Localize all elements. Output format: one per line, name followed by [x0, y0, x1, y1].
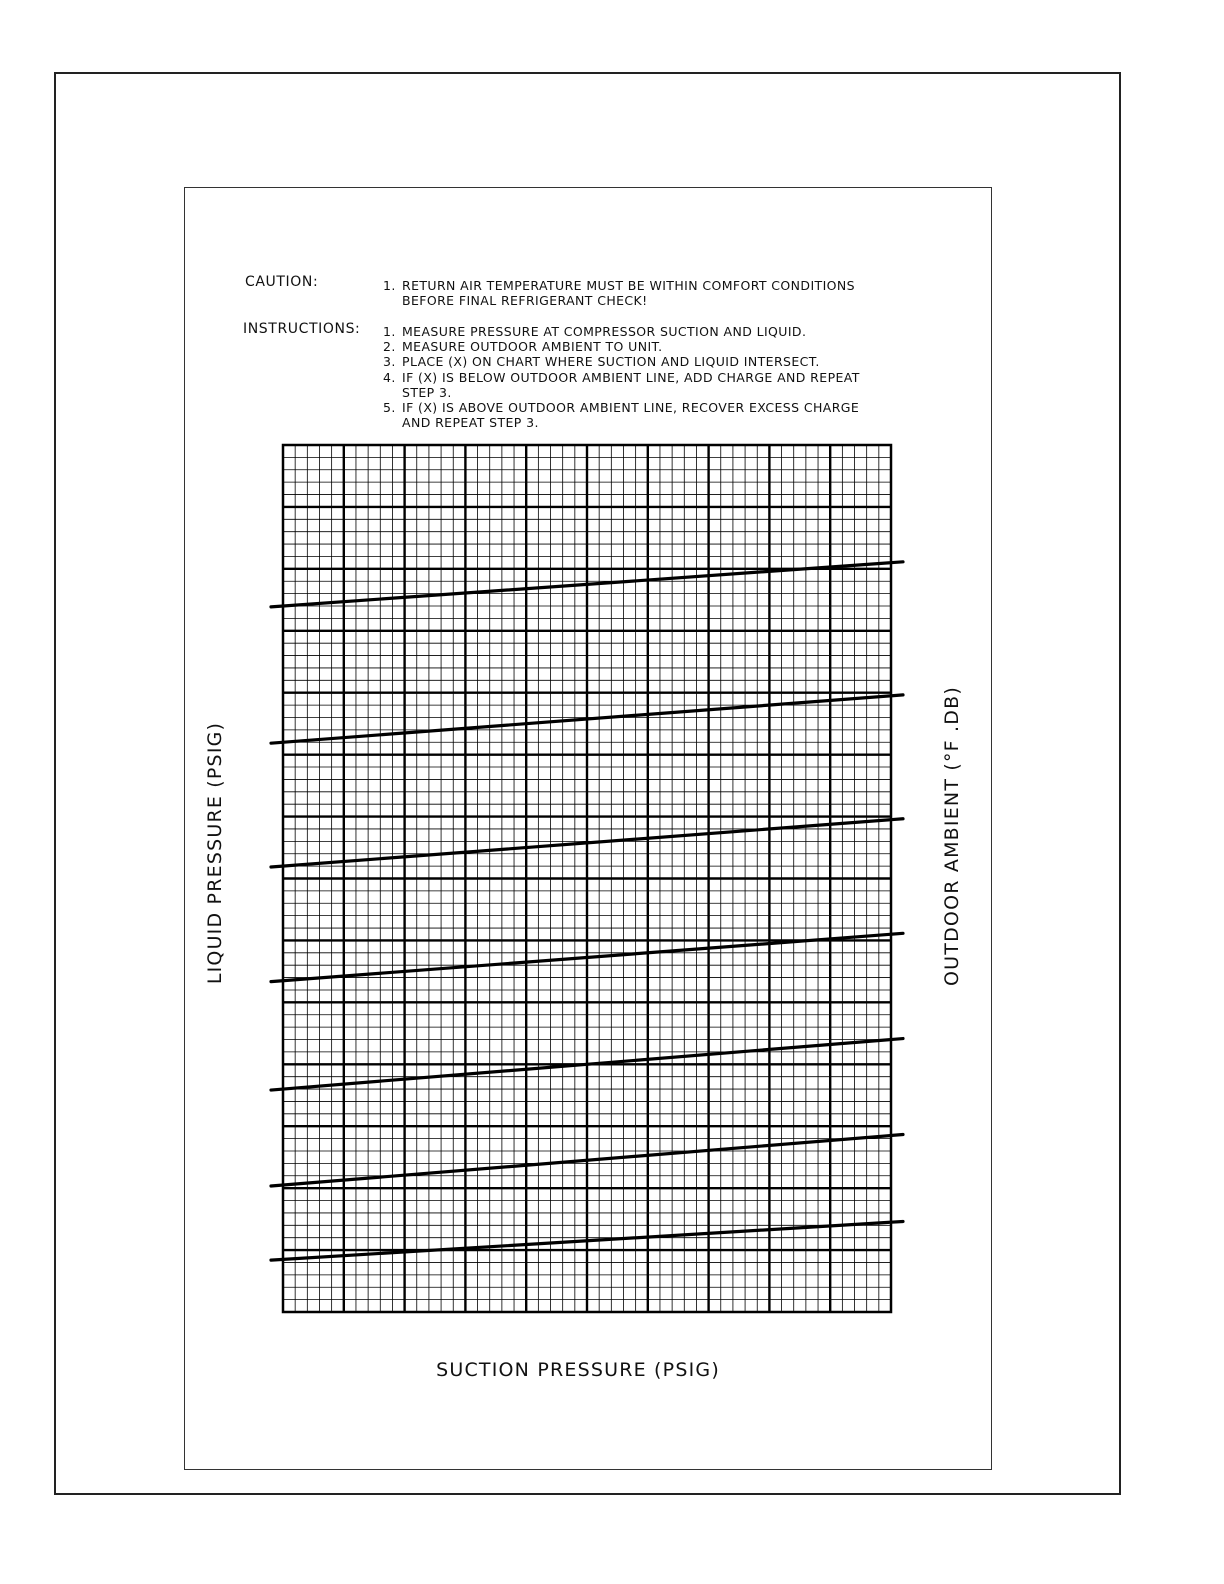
instructions-label: INSTRUCTIONS:	[243, 321, 361, 337]
instruction-3-line-1: PLACE (X) ON CHART WHERE SUCTION AND LIQUID INTERSECT.	[402, 354, 820, 369]
instruction-5-num: 5.	[383, 400, 396, 415]
caution-label: CAUTION:	[245, 274, 319, 290]
x-axis-label: SUCTION PRESSURE (PSIG)	[436, 1359, 720, 1381]
instruction-1-line-1: MEASURE PRESSURE AT COMPRESSOR SUCTION AND LIQUID.	[402, 324, 807, 339]
instruction-3-num: 3.	[383, 354, 396, 369]
y-axis-label: LIQUID PRESSURE (PSIG)	[204, 721, 226, 985]
instruction-4-line-2: STEP 3.	[402, 385, 452, 400]
instruction-5-line-1: IF (X) IS ABOVE OUTDOOR AMBIENT LINE, RECOVER EXCESS CHARGE	[402, 400, 860, 415]
instruction-1-num: 1.	[383, 324, 396, 339]
instruction-2-line-1: MEASURE OUTDOOR AMBIENT TO UNIT.	[402, 339, 663, 354]
instruction-2-num: 2.	[383, 339, 396, 354]
instruction-4-line-1: IF (X) IS BELOW OUTDOOR AMBIENT LINE, ADD CHARGE AND REPEAT	[402, 370, 860, 385]
instruction-5-line-2: AND REPEAT STEP 3.	[402, 415, 539, 430]
caution-item-1-num: 1.	[383, 278, 396, 293]
caution-item-1-line-2: BEFORE FINAL REFRIGERANT CHECK!	[402, 293, 648, 308]
secondary-y-axis-label: OUTDOOR AMBIENT (°F .DB)	[941, 686, 963, 986]
grid-major-lines	[283, 445, 891, 1312]
caution-item-1-line-1: RETURN AIR TEMPERATURE MUST BE WITHIN COMFORT CONDITIONS	[402, 278, 855, 293]
instruction-4-num: 4.	[383, 370, 396, 385]
